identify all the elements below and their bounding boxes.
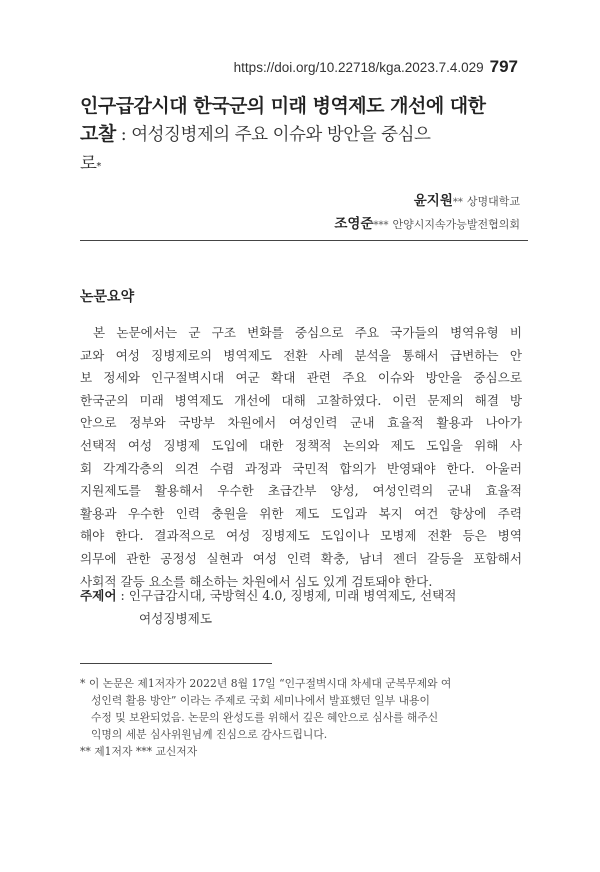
author-affiliation: 상명대학교	[466, 195, 520, 208]
footnote-line: * 이 논문은 제1저자가 2022년 8월 17일 “인구절벽시대 차세대 군복무제와 여	[80, 677, 452, 690]
subtitle: : 여성징병제의 주요 이슈와 방안을 중심으	[115, 125, 431, 145]
author-affiliation: 안양시지속가능발전협의회	[392, 218, 520, 231]
keywords-separator: :	[116, 588, 129, 603]
abstract-body	[80, 322, 522, 593]
title-line-2-bold: 고찰	[80, 123, 116, 145]
abstract-line: 안으로 정부와 국방부 차원에서 여성인력 군내 효율적 활용과 나아가	[80, 415, 522, 431]
doi-link[interactable]: https://doi.org/10.22718/kga.2023.7.4.029	[233, 60, 484, 75]
footnotes	[80, 675, 528, 760]
page-header	[234, 57, 518, 77]
footnote-divider	[80, 663, 272, 664]
keywords-label: 주제어	[80, 588, 117, 603]
subtitle-end: 로	[80, 154, 97, 174]
abstract-line: 선택적 여성 징병제 도입에 대한 정책적 논의와 제도 도입을 위해 사	[80, 437, 522, 453]
keywords	[80, 584, 456, 630]
footnote-line: 익명의 세분 심사위원님께 진심으로 감사드립니다.	[91, 728, 328, 741]
page-number: 797	[489, 57, 518, 76]
footnote-line: 성인력 활용 방안” 이라는 주제로 국회 세미나에서 발표했던 일부 내용이	[91, 694, 430, 707]
paper-title	[80, 92, 528, 181]
abstract-line: 보 정세와 인구절벽시대 여군 확대 관련 주요 이슈와 방안을 중심으로	[80, 370, 522, 386]
author-name: 윤지원	[413, 193, 453, 209]
keywords-line-2: 여성징병제도	[139, 611, 212, 626]
abstract-line: 활용과 우수한 인력 충원을 위한 제도 도입과 복지 여건 향상에 주력	[80, 505, 522, 521]
author-1	[414, 189, 520, 209]
abstract-line: 교와 여성 징병제로의 병역제도 전환 사례 분석을 통해서 급변하는 안	[80, 347, 522, 363]
title-footnote-mark: *	[96, 161, 101, 172]
author-name: 조영준	[334, 216, 374, 232]
footnote-line: 수정 및 보완되었음. 논문의 완성도를 위해서 깊은 혜안으로 심사를 해주신	[91, 711, 439, 724]
abstract-line: 의무에 관한 공정성 실현과 여성 인력 확충, 남녀 젠더 갈등을 포함해서	[80, 550, 522, 566]
footnote-author-roles: ** 제1저자 *** 교신저자	[80, 745, 198, 758]
author-mark: **	[452, 197, 463, 208]
abstract-line: 사회적 갈등 요소를 해소하는 차원에서 심도 있게 검토돼야 한다.	[80, 573, 433, 589]
author-mark: ***	[373, 220, 389, 231]
author-2	[334, 212, 520, 232]
abstract-line: 회 각계각층의 의견 수렴 과정과 국민적 합의가 반영돼야 한다. 아울러	[80, 460, 522, 476]
abstract-line: 지원제도를 활용해서 우수한 초급간부 양성, 여성인력의 군내 효율적	[80, 483, 522, 499]
title-line-1: 인구급감시대 한국군의 미래 병역제도 개선에 대한	[80, 95, 486, 117]
abstract-line: 한국군의 미래 병역제도 개선에 대해 고찰하였다. 이런 문제의 해결 방	[80, 392, 522, 408]
abstract-line: 해야 한다. 결과적으로 여성 징병제도 도입이나 모병제 전환 등은 병역	[80, 528, 522, 544]
abstract-heading: 논문요약	[80, 289, 135, 305]
header-divider	[80, 240, 528, 241]
abstract-line: 본 논문에서는 군 구조 변화를 중심으로 주요 국가들의 병역유형 비	[93, 325, 522, 340]
keywords-line-1: 인구급감시대, 국방혁신 4.0, 징병제, 미래 병역제도, 선택적	[128, 588, 457, 603]
